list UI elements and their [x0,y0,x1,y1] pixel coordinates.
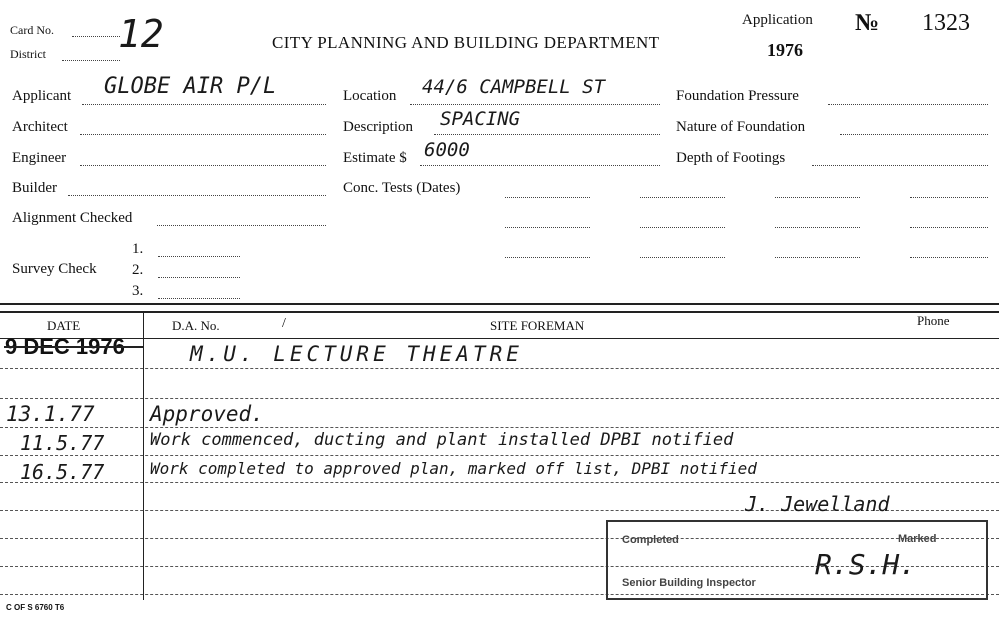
conc-test-line [910,257,988,258]
entry-text: Work commenced, ducting and plant installed DPBI notified [150,430,734,450]
description-line [434,134,660,135]
survey-line-3 [158,298,240,299]
conc-test-line [640,197,725,198]
applicant-line [82,104,326,105]
phone-header: Phone [917,313,950,328]
engineer-line [80,165,326,166]
conc-tests-label: Conc. Tests (Dates) [343,180,461,196]
district-label: District [10,47,46,61]
survey-item-2: 2. [132,262,144,278]
table-row-line [0,455,999,456]
survey-line-2 [158,277,240,278]
table-row-line [0,398,999,399]
entry-date: 13.1.77 [6,402,95,426]
builder-line [68,195,326,196]
entry-text: Work completed to approved plan, marked off list, DPBI notified [150,459,757,478]
conc-test-line [775,197,860,198]
conc-test-line [910,227,988,228]
site-foreman-header: SITE FOREMAN [490,318,585,333]
location-label: Location [343,88,397,104]
conc-test-line [640,227,725,228]
card-no-line [72,36,120,37]
foundation-pressure-line [828,104,988,105]
foundation-pressure-label: Foundation Pressure [676,88,799,104]
number-symbol: № [855,10,880,36]
inspector-initials: R.S.H. [815,548,917,581]
nature-of-foundation-line [840,134,988,135]
date-column-divider [143,312,144,600]
conc-test-line [640,257,725,258]
estimate-label: Estimate $ [343,150,407,166]
section-divider [0,311,999,313]
application-label: Application [742,12,813,28]
stamp-date: 9 DEC 1976 [5,334,125,359]
depth-of-footings-label: Depth of Footings [676,150,786,166]
location-line [410,104,660,105]
application-number: 1323 [922,10,970,36]
conc-test-line [505,257,590,258]
application-year: 1976 [767,40,803,60]
da-no-header: D.A. No. [172,318,220,333]
stamp-date-strike [4,346,144,348]
alignment-checked-label: Alignment Checked [12,210,133,226]
description-label: Description [343,119,413,135]
description-value: SPACING [440,108,521,130]
table-row-line [0,368,999,369]
district-line [62,60,120,61]
applicant-value: GLOBE AIR P/L [104,74,277,99]
architect-label: Architect [12,119,68,135]
conc-test-line [775,257,860,258]
entry-date: 11.5.77 [20,431,105,455]
alignment-checked-line [157,225,326,226]
table-row-line [0,482,999,483]
survey-line-1 [158,256,240,257]
engineer-label: Engineer [12,150,67,166]
location-value: 44/6 CAMPBELL ST [422,76,606,98]
section-divider [0,303,999,305]
nature-of-foundation-label: Nature of Foundation [676,119,806,135]
date-header: DATE [47,318,81,333]
department-title: CITY PLANNING AND BUILDING DEPARTMENT [272,33,660,52]
header-slash: / [282,316,286,331]
completed-label: Completed [622,534,679,546]
senior-inspector-label: Senior Building Inspector [622,577,756,589]
site-note: M.U. LECTURE THEATRE [190,342,523,366]
conc-test-line [505,197,590,198]
entry-text: Approved. [150,402,264,426]
conc-test-line [910,197,988,198]
estimate-line [420,165,660,166]
table-row-line [0,427,999,428]
applicant-label: Applicant [12,88,72,104]
survey-item-3: 3. [132,283,144,299]
signature: J. Jewelland [745,492,890,516]
card-no-label: Card No. [10,23,54,37]
survey-item-1: 1. [132,241,144,257]
form-code: C OF S 6760 T6 [6,603,65,612]
survey-check-label: Survey Check [12,261,97,277]
entry-date: 16.5.77 [20,460,105,484]
conc-test-line [775,227,860,228]
card-no-value: 12 [118,12,164,56]
conc-test-line [505,227,590,228]
marked-label: Marked [898,533,937,545]
table-row-line [0,338,999,339]
architect-line [80,134,326,135]
depth-of-footings-line [812,165,988,166]
builder-label: Builder [12,180,57,196]
estimate-value: 6000 [424,139,470,161]
